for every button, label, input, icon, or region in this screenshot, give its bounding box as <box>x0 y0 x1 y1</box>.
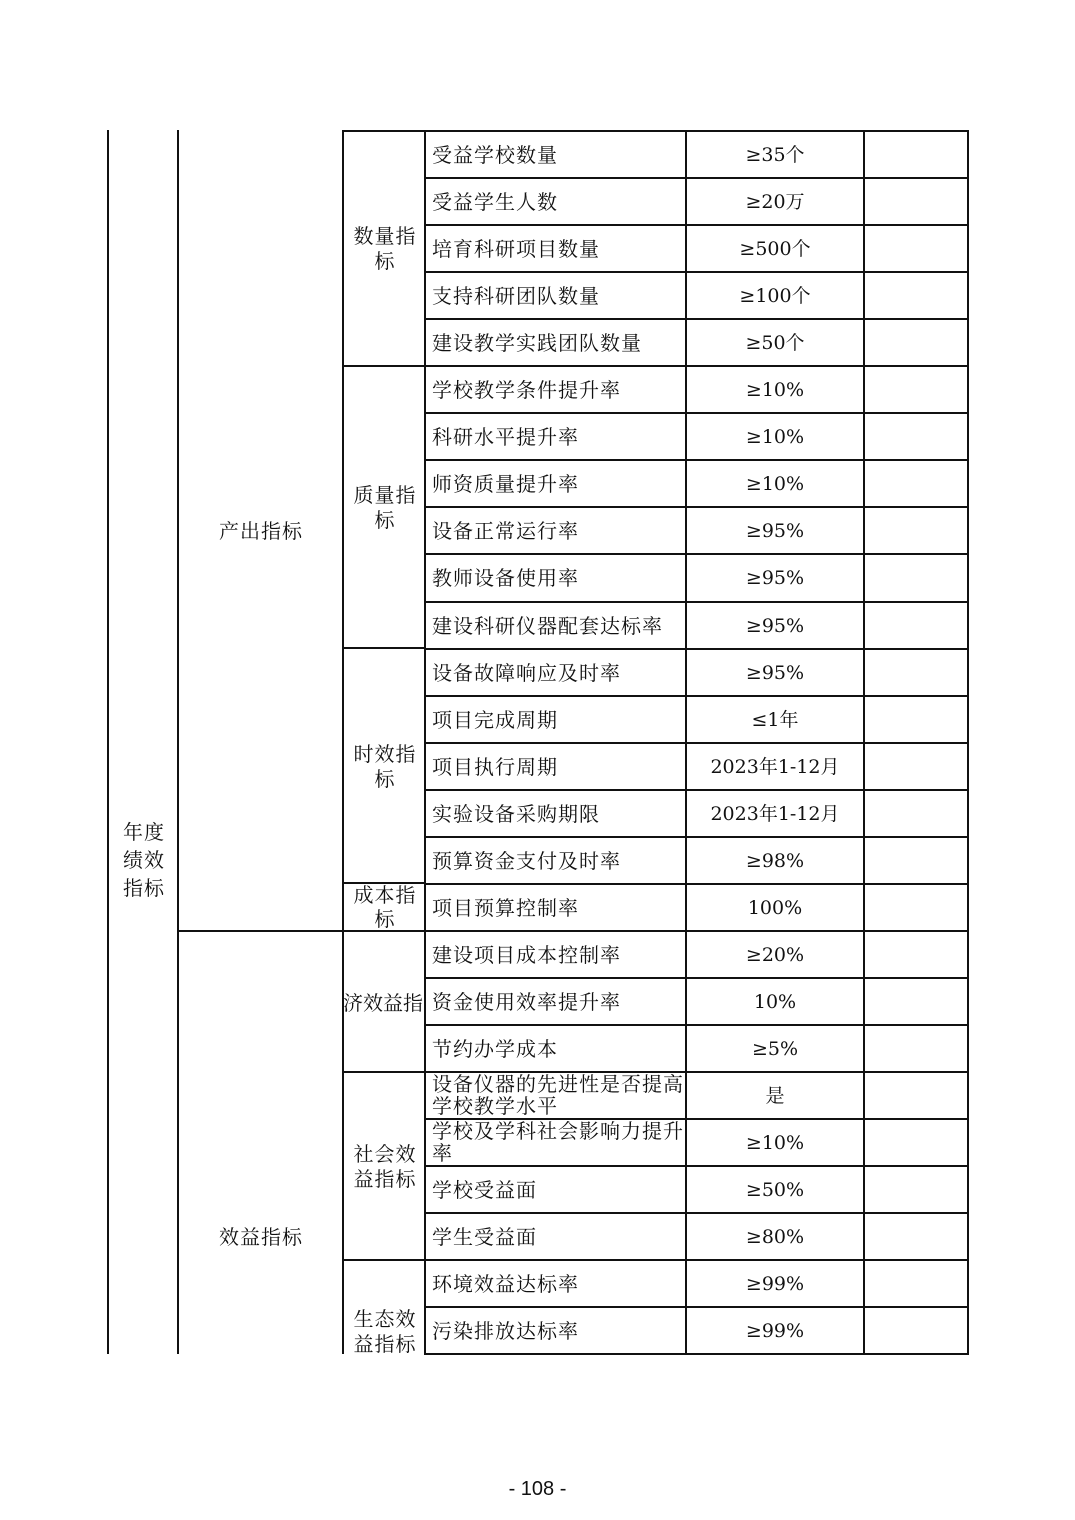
level3-label-ecological: 生态效益指标 <box>353 1307 417 1356</box>
blank-cell <box>865 791 967 836</box>
table-divider-col1 <box>177 130 179 1354</box>
blank-cell <box>865 179 967 224</box>
indicator-value: ≥95% <box>745 614 805 637</box>
indicator-value: ≥50个 <box>745 331 805 354</box>
level3-separator-2 <box>342 365 426 367</box>
blank-cell <box>865 650 967 695</box>
indicator-name: 科研水平提升率 <box>432 424 579 449</box>
blank-cell <box>865 932 967 977</box>
indicator-value: ≥98% <box>745 849 805 872</box>
indicator-name: 节约办学成本 <box>432 1036 558 1061</box>
blank-cell <box>865 979 967 1024</box>
indicator-value: ≤1年 <box>751 708 799 731</box>
indicator-name: 项目完成周期 <box>432 707 558 732</box>
indicator-name: 设备正常运行率 <box>432 518 579 543</box>
indicator-name: 学生受益面 <box>432 1224 537 1249</box>
indicator-name: 设备仪器的先进性是否提高学校教学水平 <box>432 1073 684 1118</box>
blank-cell <box>865 697 967 742</box>
indicator-value: ≥50% <box>745 1178 805 1201</box>
blank-cell <box>865 1214 967 1259</box>
blank-cell <box>865 555 967 600</box>
indicator-value: ≥10% <box>745 472 805 495</box>
row-rule <box>424 1353 969 1355</box>
indicator-name: 学校受益面 <box>432 1177 537 1202</box>
level3-label-quality: 质量指标 <box>353 483 417 532</box>
blank-cell <box>865 1308 967 1353</box>
level3-separator-7 <box>342 1259 426 1261</box>
indicator-value: ≥80% <box>745 1225 805 1248</box>
blank-cell <box>865 367 967 412</box>
indicator-value: ≥10% <box>745 378 805 401</box>
indicator-name: 项目预算控制率 <box>432 895 579 920</box>
blank-cell <box>865 1026 967 1071</box>
level3-label-timeliness: 时效指标 <box>353 742 417 791</box>
indicator-name: 师资质量提升率 <box>432 471 579 496</box>
indicator-value: 100% <box>747 896 803 919</box>
blank-cell <box>865 132 967 177</box>
indicator-name: 预算资金支付及时率 <box>432 848 621 873</box>
indicator-value: ≥95% <box>745 661 805 684</box>
blank-cell <box>865 1120 967 1165</box>
blank-cell <box>865 603 967 648</box>
level2-label-benefit: 效益指标 <box>219 1225 303 1249</box>
indicator-value: 10% <box>753 990 797 1013</box>
indicator-name: 实验设备采购期限 <box>432 801 600 826</box>
indicator-name: 学校教学条件提升率 <box>432 377 621 402</box>
blank-cell <box>865 838 967 883</box>
level3-label-social: 社会效益指标 <box>353 1142 417 1191</box>
indicator-value: ≥100个 <box>739 284 811 307</box>
blank-cell <box>865 273 967 318</box>
level3-separator-1 <box>342 130 426 132</box>
indicator-value: ≥99% <box>745 1272 805 1295</box>
indicator-value: ≥20万 <box>745 190 805 213</box>
indicator-value: ≥10% <box>745 425 805 448</box>
blank-cell <box>865 226 967 271</box>
indicator-name: 设备故障响应及时率 <box>432 660 621 685</box>
level1-category-label: 年度绩效指标 <box>123 820 165 900</box>
indicator-name: 受益学生人数 <box>432 189 558 214</box>
blank-cell <box>865 414 967 459</box>
indicator-name: 支持科研团队数量 <box>432 283 600 308</box>
blank-cell <box>865 320 967 365</box>
level3-label-cost: 成本指标 <box>353 883 417 931</box>
blank-cell <box>865 461 967 506</box>
indicator-value: ≥10% <box>745 1131 805 1154</box>
indicator-name: 项目执行周期 <box>432 754 558 779</box>
indicator-name: 资金使用效率提升率 <box>432 989 621 1014</box>
level3-separator-3 <box>342 647 426 649</box>
blank-cell <box>865 885 967 930</box>
page-number: - 108 - <box>508 1478 567 1500</box>
indicator-value: ≥95% <box>745 519 805 542</box>
indicator-value: ≥500个 <box>739 237 811 260</box>
indicator-name: 建设教学实践团队数量 <box>432 330 642 355</box>
indicator-value: ≥35个 <box>745 143 805 166</box>
indicator-name: 建设科研仪器配套达标率 <box>432 613 663 638</box>
level3-label-quantity: 数量指标 <box>353 224 417 273</box>
table-divider-col2 <box>342 130 344 1354</box>
indicator-value: ≥5% <box>751 1037 799 1060</box>
level2-label-output: 产出指标 <box>219 519 303 543</box>
blank-cell <box>865 508 967 553</box>
blank-cell <box>865 1167 967 1212</box>
blank-cell <box>865 744 967 789</box>
level3-separator-6 <box>342 1071 426 1073</box>
level2-separator <box>177 930 344 932</box>
indicator-name: 建设项目成本控制率 <box>432 942 621 967</box>
table-border-left <box>107 130 109 1354</box>
indicator-value: ≥95% <box>745 566 805 589</box>
indicator-name: 环境效益达标率 <box>432 1271 579 1296</box>
indicator-value: ≥99% <box>745 1319 805 1342</box>
indicator-name: 培育科研项目数量 <box>432 236 600 261</box>
indicator-name: 学校及学科社会影响力提升率 <box>432 1120 684 1165</box>
indicator-name: 教师设备使用率 <box>432 565 579 590</box>
indicator-name: 受益学校数量 <box>432 142 558 167</box>
blank-cell <box>865 1073 967 1118</box>
indicator-value: 是 <box>765 1084 785 1107</box>
level3-label-economic: 济效益指 <box>343 991 423 1015</box>
indicator-name: 污染排放达标率 <box>432 1318 579 1343</box>
indicator-value: ≥20% <box>745 943 805 966</box>
indicator-value: 2023年1-12月 <box>710 802 840 825</box>
blank-cell <box>865 1261 967 1306</box>
indicator-value: 2023年1-12月 <box>710 755 840 778</box>
